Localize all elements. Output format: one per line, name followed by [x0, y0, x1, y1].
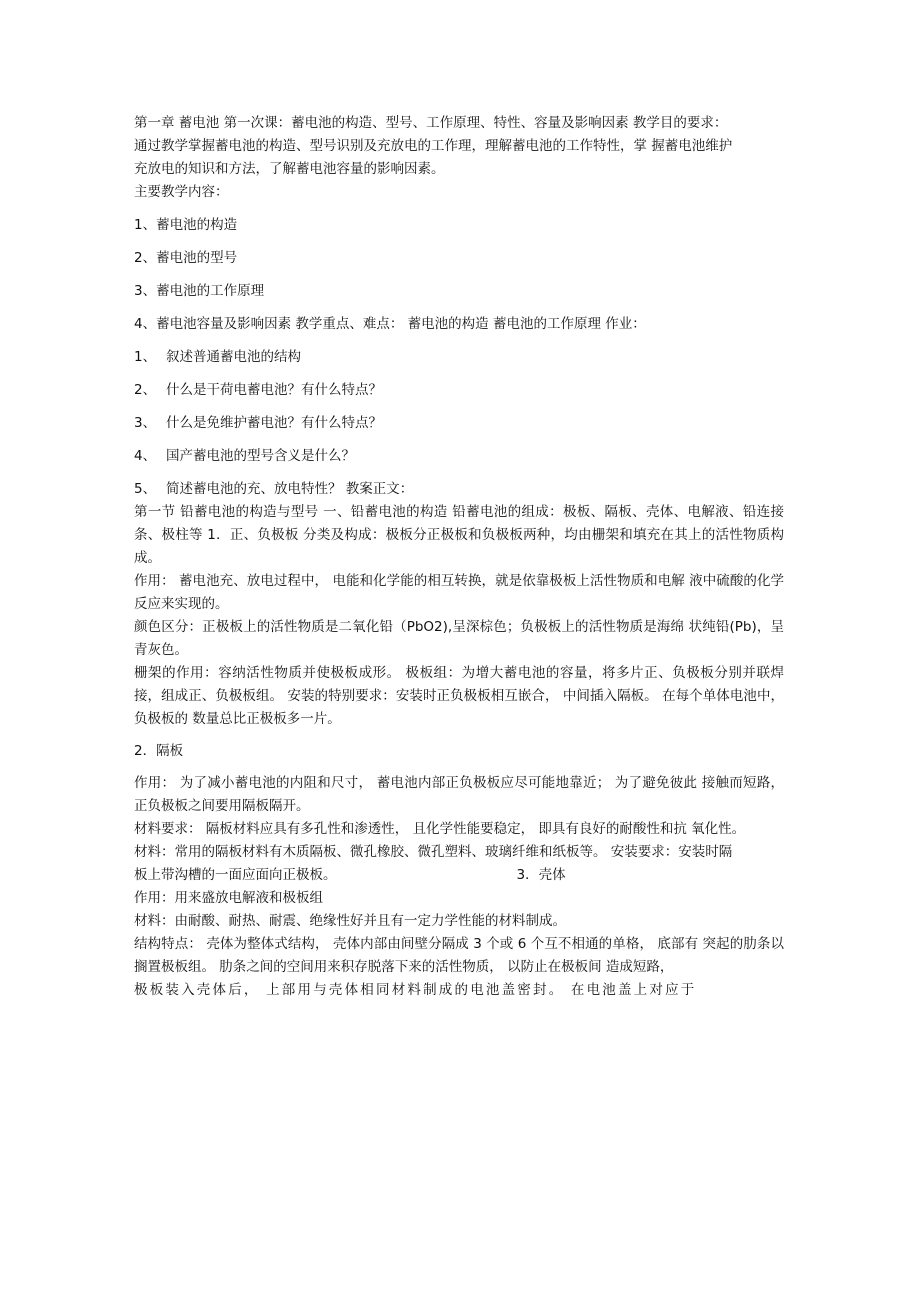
separator-paragraph-end: 板上带沟槽的一面应面向正极板。 — [134, 867, 337, 883]
section1-paragraph: 第一节 铅蓄电池的构造与型号 一、铅蓄电池的构造 铅蓄电池的组成：极板、隔板、壳体、电解液、铅连接条、极柱等 1．正、负极板 分类及构成：极板分正极板和负极板两种，均由栅架和填充在其上的活性物质构成。 — [134, 504, 784, 566]
shell-paragraph: 结构特点： 壳体为整体式结构， 壳体内部由间壁分隔成 3 个或 6 个互不相通的单格， 底部有 突起的肋条以搁置极板组。 肋条之间的空间用来积存脱落下来的活性物质， 以防止在极板间 造成短路， — [134, 936, 784, 975]
section1-paragraph: 作用： 蓄电池充、放电过程中， 电能和化学能的相互转换，就是依靠极板上活性物质和电解 液中硫酸的化学反应来实现的。 — [134, 573, 784, 612]
shell-heading: 3．壳体 — [516, 867, 566, 883]
homework-text: 什么是免维护蓄电池？有什么特点？ — [166, 415, 382, 431]
homework-text: 什么是干荷电蓄电池？有什么特点？ — [166, 382, 382, 398]
separator-paragraph-line — [134, 864, 784, 887]
homework-text: 国产蓄电池的型号含义是什么？ — [166, 448, 355, 464]
shell-paragraph: 材料：由耐酸、耐热、耐震、绝缘性好并且有一定力学性能的材料制成。 — [134, 913, 566, 929]
intro-line-1: 第一章 蓄电池 第一次课：蓄电池的构造、型号、工作原理、特性、容量及影响因素 教学目的要求： — [134, 115, 728, 131]
section1-paragraph: 栅架的作用：容纳活性物质并使极板成形。 极板组：为增大蓄电池的容量，将多片正、负极板分别并联焊接，组成正、负极板组。 安装的特别要求：安装时正负极板相互嵌合， 中间插入隔板。 在每个单体电池中， 负极板的 数量总比正极板多一片。 — [134, 665, 784, 727]
homework-text: 叙述普通蓄电池的结构 — [166, 349, 301, 365]
homework-item — [134, 478, 784, 501]
homework-number: 4、 — [134, 448, 157, 464]
intro-line-3: 充放电的知识和方法，了解蓄电池容量的影响因素。 — [134, 161, 445, 177]
homework-number: 5、 — [134, 481, 157, 497]
separator-paragraph: 材料要求： 隔板材料应具有多孔性和渗透性， 且化学性能要稳定， 即具有良好的耐酸性和抗 氧化性。 — [134, 821, 746, 837]
separator-paragraph: 材料：常用的隔板材料有木质隔板、微孔橡胶、微孔塑料、玻璃纤维和纸板等。 安装要求：安装时隔 — [134, 844, 733, 860]
content-item: 4、蓄电池容量及影响因素 教学重点、难点： 蓄电池的构造 蓄电池的工作原理 作业： — [134, 316, 646, 332]
section1-paragraph: 颜色区分：正极板上的活性物质是二氧化铅（PbO2),呈深棕色；负极板上的活性物质是海绵 状纯铅(Pb)，呈青灰色。 — [134, 619, 784, 658]
shell-paragraph: 作用：用来盛放电解液和极板组 — [134, 890, 323, 906]
separator-paragraph: 作用： 为了减小蓄电池的内阻和尺寸， 蓄电池内部正负极板应尽可能地靠近； 为了避免彼此 接触而短路，正负极板之间要用隔板隔开。 — [134, 775, 784, 814]
content-item: 1、蓄电池的构造 — [134, 217, 238, 233]
intro-line-2: 通过教学掌握蓄电池的构造、型号识别及充放电的工作理，理解蓄电池的工作特性，掌 握蓄电池维护 — [134, 138, 733, 154]
homework-number: 3、 — [134, 415, 157, 431]
shell-paragraph: 极板装入壳体后， 上部用与壳体相同材料制成的电池盖密封。 在电池盖上对应于 — [134, 982, 697, 998]
homework-number: 2、 — [134, 382, 157, 398]
document-page — [134, 112, 784, 1002]
homework-item — [134, 412, 784, 435]
content-item: 3、蓄电池的工作原理 — [134, 283, 265, 299]
homework-item — [134, 445, 784, 468]
homework-number: 1、 — [134, 349, 157, 365]
main-content-label: 主要教学内容： — [134, 184, 229, 200]
homework-item — [134, 346, 784, 369]
content-item: 2、蓄电池的型号 — [134, 250, 238, 266]
homework-text: 简述蓄电池的充、放电特性？ 教案正文： — [166, 481, 414, 497]
homework-item — [134, 379, 784, 402]
separator-heading: 2．隔板 — [134, 743, 184, 759]
